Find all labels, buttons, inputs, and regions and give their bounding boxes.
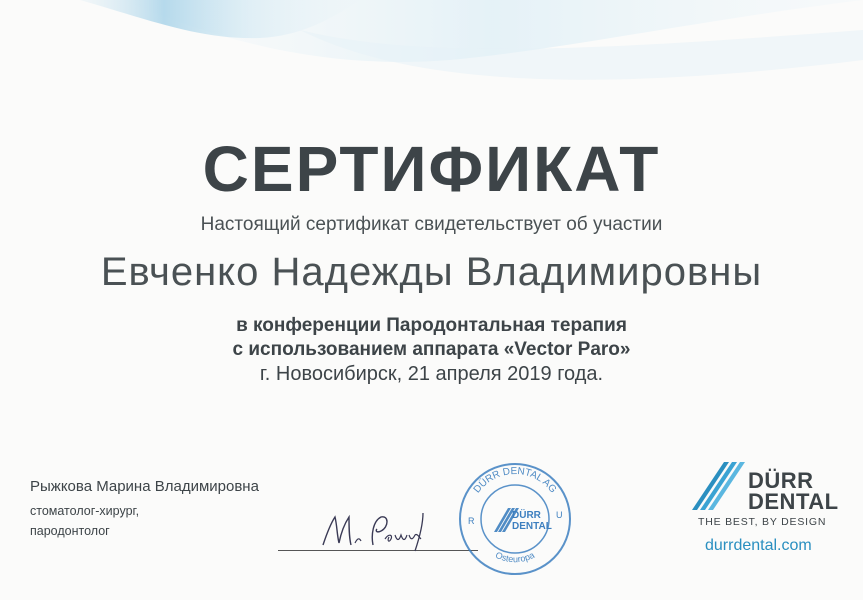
- signer-position-2: пародонтолог: [30, 524, 110, 538]
- stamp-inner-line-2: DENTAL: [512, 521, 552, 532]
- signer-position-1: стоматолог-хирург,: [30, 504, 140, 518]
- signer-block: [30, 478, 259, 541]
- handwritten-signature: [315, 505, 445, 553]
- signer-name: Рыжкова Марина Владимировна: [30, 478, 259, 495]
- svg-text:Osteuropa: [494, 550, 536, 564]
- stamp-bottom-text: Osteuropa: [493, 549, 537, 565]
- stamp-letter-right: U: [556, 510, 563, 520]
- stamp-inner-line-1: DÜRR: [512, 510, 541, 521]
- brand-word-1: DÜRR: [748, 468, 814, 493]
- company-stamp: [450, 458, 580, 580]
- svg-text:DÜRR DENTAL AG: [472, 466, 559, 495]
- certificate-title: СЕРТИФИКАТ: [202, 133, 661, 205]
- recipient-name: Евченко Надежды Владимировны: [100, 250, 763, 294]
- conference-location-date: г. Новосибирск, 21 апреля 2019 года.: [259, 363, 604, 385]
- brand-tagline: THE BEST, BY DESIGN: [698, 516, 827, 528]
- durr-dental-logo-icon: [690, 458, 748, 510]
- conference-line-1: в конференции Пародонтальная терапия: [236, 315, 627, 336]
- brand-website-link[interactable]: durrdental.com: [705, 537, 812, 554]
- brand-word-2: DENTAL: [748, 489, 839, 514]
- certificate-lead-text: Настоящий сертификат свидетельствует об участии: [200, 214, 663, 235]
- conference-line-2: с использованием аппарата «Vector Paro»: [232, 339, 631, 360]
- conference-info: [0, 314, 863, 386]
- stamp-outer-text: DÜRR DENTAL AG: [471, 465, 559, 496]
- stamp-letter-left: R: [468, 516, 475, 526]
